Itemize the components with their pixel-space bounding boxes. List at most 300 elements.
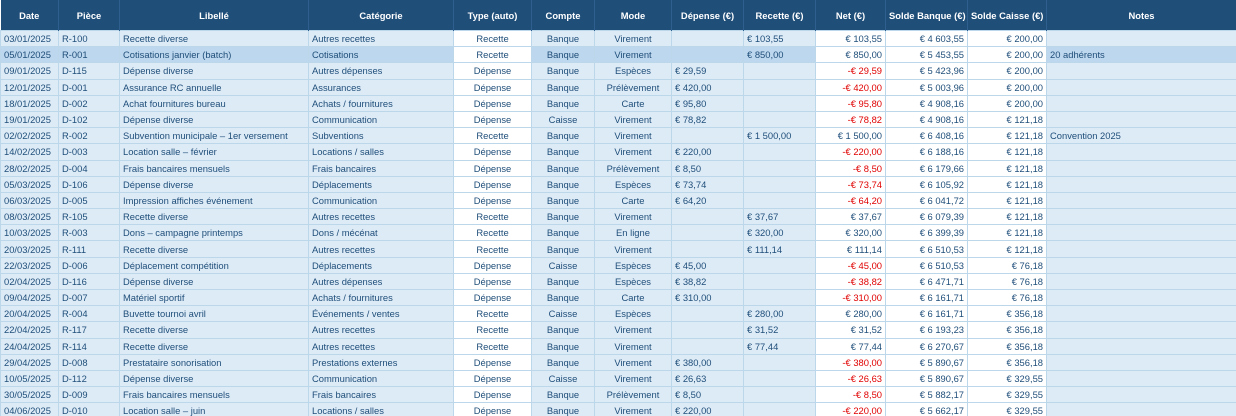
col-header-recette[interactable]: Recette (€) (744, 0, 816, 31)
cell-date[interactable]: 06/03/2025 (1, 192, 59, 208)
cell-type[interactable]: Dépense (454, 79, 532, 95)
cell-recette[interactable] (744, 387, 816, 403)
col-header-notes[interactable]: Notes (1047, 0, 1236, 31)
cell-solde-banque[interactable]: € 5 423,96 (886, 63, 968, 79)
cell-notes[interactable] (1047, 79, 1236, 95)
cell-type[interactable]: Dépense (454, 176, 532, 192)
col-header-categorie[interactable]: Catégorie (309, 0, 454, 31)
cell-date[interactable]: 05/01/2025 (1, 47, 59, 63)
cell-net[interactable]: -€ 8,50 (816, 160, 886, 176)
cell-mode[interactable]: Virement (595, 47, 672, 63)
cell-piece[interactable]: R-111 (59, 241, 120, 257)
cell-net[interactable]: -€ 220,00 (816, 403, 886, 416)
cell-net[interactable]: -€ 310,00 (816, 290, 886, 306)
cell-piece[interactable]: D-102 (59, 111, 120, 127)
col-header-date[interactable]: Date (1, 0, 59, 31)
cell-solde-caisse[interactable]: € 121,18 (968, 209, 1047, 225)
cell-depense[interactable]: € 380,00 (672, 354, 744, 370)
cell-depense[interactable]: € 8,50 (672, 160, 744, 176)
cell-compte[interactable]: Banque (532, 160, 595, 176)
cell-net[interactable]: € 320,00 (816, 225, 886, 241)
cell-net[interactable]: -€ 380,00 (816, 354, 886, 370)
table-row[interactable] (1, 128, 1236, 144)
table-row[interactable] (1, 79, 1236, 95)
cell-net[interactable]: € 37,67 (816, 209, 886, 225)
cell-recette[interactable]: € 850,00 (744, 47, 816, 63)
cell-piece[interactable]: D-112 (59, 370, 120, 386)
cell-libelle[interactable]: Assurance RC annuelle (120, 79, 309, 95)
cell-depense[interactable] (672, 225, 744, 241)
cell-compte[interactable]: Banque (532, 176, 595, 192)
cell-mode[interactable]: Virement (595, 241, 672, 257)
cell-piece[interactable]: D-116 (59, 273, 120, 289)
cell-piece[interactable]: D-002 (59, 95, 120, 111)
cell-notes[interactable] (1047, 192, 1236, 208)
cell-compte[interactable]: Banque (532, 241, 595, 257)
cell-solde-caisse[interactable]: € 121,18 (968, 176, 1047, 192)
cell-compte[interactable]: Caisse (532, 370, 595, 386)
cell-categorie[interactable]: Autres dépenses (309, 63, 454, 79)
cell-piece[interactable]: R-002 (59, 128, 120, 144)
cell-type[interactable]: Dépense (454, 257, 532, 273)
cell-type[interactable]: Dépense (454, 370, 532, 386)
cell-net[interactable]: -€ 38,82 (816, 273, 886, 289)
cell-libelle[interactable]: Buvette tournoi avril (120, 306, 309, 322)
cell-mode[interactable]: Prélèvement (595, 387, 672, 403)
cell-libelle[interactable]: Recette diverse (120, 31, 309, 47)
cell-compte[interactable]: Banque (532, 209, 595, 225)
col-header-type[interactable]: Type (auto) (454, 0, 532, 31)
cell-date[interactable]: 04/06/2025 (1, 403, 59, 416)
cell-libelle[interactable]: Dépense diverse (120, 63, 309, 79)
table-row[interactable] (1, 63, 1236, 79)
table-row[interactable] (1, 370, 1236, 386)
cell-compte[interactable]: Banque (532, 225, 595, 241)
cell-compte[interactable]: Banque (532, 128, 595, 144)
cell-solde-caisse[interactable]: € 121,18 (968, 111, 1047, 127)
cell-solde-caisse[interactable]: € 121,18 (968, 160, 1047, 176)
cell-recette[interactable] (744, 95, 816, 111)
cell-piece[interactable]: D-003 (59, 144, 120, 160)
cell-categorie[interactable]: Autres recettes (309, 241, 454, 257)
cell-piece[interactable]: D-106 (59, 176, 120, 192)
cell-date[interactable]: 28/02/2025 (1, 160, 59, 176)
cell-depense[interactable] (672, 209, 744, 225)
cell-libelle[interactable]: Impression affiches événement (120, 192, 309, 208)
cell-date[interactable]: 09/04/2025 (1, 290, 59, 306)
cell-net[interactable]: -€ 95,80 (816, 95, 886, 111)
cell-date[interactable]: 22/04/2025 (1, 322, 59, 338)
cell-notes[interactable] (1047, 273, 1236, 289)
cell-depense[interactable]: € 45,00 (672, 257, 744, 273)
cell-categorie[interactable]: Autres dépenses (309, 273, 454, 289)
cell-categorie[interactable]: Dons / mécénat (309, 225, 454, 241)
cell-libelle[interactable]: Recette diverse (120, 241, 309, 257)
cell-libelle[interactable]: Achat fournitures bureau (120, 95, 309, 111)
cell-mode[interactable]: Espèces (595, 257, 672, 273)
cell-libelle[interactable]: Location salle – février (120, 144, 309, 160)
cell-categorie[interactable]: Locations / salles (309, 144, 454, 160)
cell-date[interactable]: 12/01/2025 (1, 79, 59, 95)
cell-recette[interactable] (744, 176, 816, 192)
cell-depense[interactable]: € 220,00 (672, 144, 744, 160)
cell-piece[interactable]: R-117 (59, 322, 120, 338)
cell-mode[interactable]: Virement (595, 128, 672, 144)
cell-date[interactable]: 10/03/2025 (1, 225, 59, 241)
cell-categorie[interactable]: Autres recettes (309, 322, 454, 338)
cell-categorie[interactable]: Cotisations (309, 47, 454, 63)
cell-piece[interactable]: D-005 (59, 192, 120, 208)
cell-solde-caisse[interactable]: € 121,18 (968, 225, 1047, 241)
cell-solde-caisse[interactable]: € 356,18 (968, 354, 1047, 370)
cell-mode[interactable]: Virement (595, 403, 672, 416)
cell-mode[interactable]: Carte (595, 192, 672, 208)
cell-net[interactable]: € 280,00 (816, 306, 886, 322)
cell-date[interactable]: 02/02/2025 (1, 128, 59, 144)
cell-categorie[interactable]: Communication (309, 192, 454, 208)
cell-categorie[interactable]: Assurances (309, 79, 454, 95)
cell-mode[interactable]: Virement (595, 322, 672, 338)
cell-depense[interactable]: € 8,50 (672, 387, 744, 403)
cell-libelle[interactable]: Frais bancaires mensuels (120, 387, 309, 403)
cell-mode[interactable]: Virement (595, 144, 672, 160)
cell-notes[interactable] (1047, 257, 1236, 273)
cell-libelle[interactable]: Recette diverse (120, 338, 309, 354)
cell-date[interactable]: 14/02/2025 (1, 144, 59, 160)
cell-recette[interactable] (744, 144, 816, 160)
cell-notes[interactable] (1047, 31, 1236, 47)
cell-solde-caisse[interactable]: € 356,18 (968, 322, 1047, 338)
cell-notes[interactable] (1047, 63, 1236, 79)
cell-recette[interactable] (744, 403, 816, 416)
cell-net[interactable]: -€ 8,50 (816, 387, 886, 403)
cell-mode[interactable]: Carte (595, 95, 672, 111)
cell-type[interactable]: Dépense (454, 403, 532, 416)
cell-compte[interactable]: Banque (532, 192, 595, 208)
cell-solde-banque[interactable]: € 6 270,67 (886, 338, 968, 354)
cell-depense[interactable] (672, 306, 744, 322)
cell-compte[interactable]: Caisse (532, 257, 595, 273)
cell-date[interactable]: 29/04/2025 (1, 354, 59, 370)
cell-recette[interactable]: € 31,52 (744, 322, 816, 338)
cell-type[interactable]: Recette (454, 31, 532, 47)
cell-solde-caisse[interactable]: € 121,18 (968, 144, 1047, 160)
cell-notes[interactable] (1047, 176, 1236, 192)
cell-solde-caisse[interactable]: € 329,55 (968, 403, 1047, 416)
cell-solde-caisse[interactable]: € 200,00 (968, 63, 1047, 79)
cell-mode[interactable]: Virement (595, 111, 672, 127)
cell-date[interactable]: 18/01/2025 (1, 95, 59, 111)
cell-type[interactable]: Dépense (454, 354, 532, 370)
col-header-piece[interactable]: Pièce (59, 0, 120, 31)
cell-notes[interactable] (1047, 144, 1236, 160)
cell-solde-caisse[interactable]: € 121,18 (968, 192, 1047, 208)
cell-depense[interactable]: € 420,00 (672, 79, 744, 95)
cell-date[interactable]: 02/04/2025 (1, 273, 59, 289)
cell-net[interactable]: -€ 73,74 (816, 176, 886, 192)
table-row[interactable] (1, 192, 1236, 208)
cell-piece[interactable]: R-105 (59, 209, 120, 225)
cell-recette[interactable] (744, 111, 816, 127)
cell-recette[interactable] (744, 273, 816, 289)
cell-solde-caisse[interactable]: € 200,00 (968, 47, 1047, 63)
cell-libelle[interactable]: Recette diverse (120, 322, 309, 338)
cell-solde-caisse[interactable]: € 356,18 (968, 306, 1047, 322)
col-header-libelle[interactable]: Libellé (120, 0, 309, 31)
cell-date[interactable]: 20/04/2025 (1, 306, 59, 322)
cell-categorie[interactable]: Déplacements (309, 176, 454, 192)
cell-solde-banque[interactable]: € 6 105,92 (886, 176, 968, 192)
cell-compte[interactable]: Banque (532, 273, 595, 289)
cell-categorie[interactable]: Frais bancaires (309, 160, 454, 176)
cell-categorie[interactable]: Locations / salles (309, 403, 454, 416)
col-header-mode[interactable]: Mode (595, 0, 672, 31)
cell-depense[interactable]: € 310,00 (672, 290, 744, 306)
cell-mode[interactable]: Espèces (595, 306, 672, 322)
cell-compte[interactable]: Banque (532, 79, 595, 95)
cell-piece[interactable]: D-001 (59, 79, 120, 95)
cell-solde-banque[interactable]: € 5 453,55 (886, 47, 968, 63)
cell-categorie[interactable]: Achats / fournitures (309, 95, 454, 111)
col-header-net[interactable]: Net (€) (816, 0, 886, 31)
cell-solde-banque[interactable]: € 6 161,71 (886, 306, 968, 322)
cell-depense[interactable]: € 78,82 (672, 111, 744, 127)
cell-recette[interactable]: € 103,55 (744, 31, 816, 47)
table-row[interactable] (1, 338, 1236, 354)
cell-type[interactable]: Recette (454, 338, 532, 354)
cell-net[interactable]: -€ 420,00 (816, 79, 886, 95)
table-row[interactable] (1, 354, 1236, 370)
cell-compte[interactable]: Banque (532, 290, 595, 306)
cell-recette[interactable] (744, 257, 816, 273)
table-row[interactable] (1, 144, 1236, 160)
cell-mode[interactable]: Prélèvement (595, 160, 672, 176)
cell-piece[interactable]: D-006 (59, 257, 120, 273)
cell-compte[interactable]: Caisse (532, 306, 595, 322)
cell-libelle[interactable]: Dépense diverse (120, 370, 309, 386)
cell-type[interactable]: Dépense (454, 144, 532, 160)
cell-compte[interactable]: Banque (532, 387, 595, 403)
cell-libelle[interactable]: Cotisations janvier (batch) (120, 47, 309, 63)
cell-piece[interactable]: R-003 (59, 225, 120, 241)
cell-notes[interactable] (1047, 403, 1236, 416)
cell-categorie[interactable]: Subventions (309, 128, 454, 144)
cell-solde-banque[interactable]: € 6 179,66 (886, 160, 968, 176)
cell-net[interactable]: € 850,00 (816, 47, 886, 63)
cell-solde-caisse[interactable]: € 356,18 (968, 338, 1047, 354)
table-row[interactable] (1, 387, 1236, 403)
table-row[interactable] (1, 47, 1236, 63)
cell-depense[interactable]: € 38,82 (672, 273, 744, 289)
cell-solde-caisse[interactable]: € 76,18 (968, 290, 1047, 306)
cell-solde-caisse[interactable]: € 121,18 (968, 128, 1047, 144)
table-row[interactable] (1, 176, 1236, 192)
cell-net[interactable]: -€ 26,63 (816, 370, 886, 386)
cell-mode[interactable]: Virement (595, 370, 672, 386)
cell-libelle[interactable]: Frais bancaires mensuels (120, 160, 309, 176)
cell-libelle[interactable]: Déplacement compétition (120, 257, 309, 273)
cell-type[interactable]: Dépense (454, 290, 532, 306)
cell-type[interactable]: Dépense (454, 192, 532, 208)
cell-notes[interactable] (1047, 322, 1236, 338)
cell-depense[interactable] (672, 31, 744, 47)
cell-categorie[interactable]: Frais bancaires (309, 387, 454, 403)
cell-solde-banque[interactable]: € 6 193,23 (886, 322, 968, 338)
table-row[interactable] (1, 31, 1236, 47)
cell-solde-caisse[interactable]: € 329,55 (968, 370, 1047, 386)
cell-mode[interactable]: Prélèvement (595, 79, 672, 95)
cell-mode[interactable]: Virement (595, 209, 672, 225)
cell-date[interactable]: 03/01/2025 (1, 31, 59, 47)
cell-categorie[interactable]: Communication (309, 111, 454, 127)
cell-type[interactable]: Recette (454, 241, 532, 257)
cell-recette[interactable]: € 1 500,00 (744, 128, 816, 144)
cell-net[interactable]: € 77,44 (816, 338, 886, 354)
cell-type[interactable]: Dépense (454, 387, 532, 403)
table-row[interactable] (1, 160, 1236, 176)
cell-net[interactable]: -€ 64,20 (816, 192, 886, 208)
cell-date[interactable]: 08/03/2025 (1, 209, 59, 225)
table-row[interactable] (1, 111, 1236, 127)
cell-notes[interactable] (1047, 111, 1236, 127)
cell-solde-banque[interactable]: € 5 890,67 (886, 354, 968, 370)
cell-solde-banque[interactable]: € 6 471,71 (886, 273, 968, 289)
cell-recette[interactable] (744, 63, 816, 79)
cell-depense[interactable]: € 220,00 (672, 403, 744, 416)
cell-mode[interactable]: Virement (595, 338, 672, 354)
cell-date[interactable]: 30/05/2025 (1, 387, 59, 403)
cell-depense[interactable]: € 26,63 (672, 370, 744, 386)
cell-solde-banque[interactable]: € 6 399,39 (886, 225, 968, 241)
cell-solde-banque[interactable]: € 6 161,71 (886, 290, 968, 306)
cell-type[interactable]: Dépense (454, 111, 532, 127)
table-row[interactable] (1, 322, 1236, 338)
cell-solde-banque[interactable]: € 5 882,17 (886, 387, 968, 403)
table-row[interactable] (1, 257, 1236, 273)
cell-categorie[interactable]: Événements / ventes (309, 306, 454, 322)
cell-piece[interactable]: R-100 (59, 31, 120, 47)
cell-type[interactable]: Recette (454, 322, 532, 338)
cell-net[interactable]: € 1 500,00 (816, 128, 886, 144)
cell-categorie[interactable]: Autres recettes (309, 31, 454, 47)
cell-mode[interactable]: Espèces (595, 63, 672, 79)
cell-date[interactable]: 10/05/2025 (1, 370, 59, 386)
cell-compte[interactable]: Banque (532, 31, 595, 47)
cell-depense[interactable] (672, 241, 744, 257)
cell-notes[interactable]: Convention 2025 (1047, 128, 1236, 144)
cell-libelle[interactable]: Recette diverse (120, 209, 309, 225)
cell-solde-caisse[interactable]: € 329,55 (968, 387, 1047, 403)
cell-libelle[interactable]: Prestataire sonorisation (120, 354, 309, 370)
cell-mode[interactable]: Virement (595, 31, 672, 47)
cell-solde-caisse[interactable]: € 76,18 (968, 273, 1047, 289)
table-row[interactable] (1, 403, 1236, 416)
cell-libelle[interactable]: Location salle – juin (120, 403, 309, 416)
cell-piece[interactable]: R-114 (59, 338, 120, 354)
cell-recette[interactable] (744, 79, 816, 95)
cell-recette[interactable] (744, 370, 816, 386)
cell-compte[interactable]: Banque (532, 338, 595, 354)
cell-recette[interactable] (744, 354, 816, 370)
cell-type[interactable]: Recette (454, 225, 532, 241)
cell-piece[interactable]: D-008 (59, 354, 120, 370)
cell-compte[interactable]: Banque (532, 403, 595, 416)
cell-categorie[interactable]: Prestations externes (309, 354, 454, 370)
cell-date[interactable]: 24/04/2025 (1, 338, 59, 354)
cell-date[interactable]: 20/03/2025 (1, 241, 59, 257)
cell-depense[interactable] (672, 338, 744, 354)
cell-net[interactable]: -€ 78,82 (816, 111, 886, 127)
cell-piece[interactable]: R-004 (59, 306, 120, 322)
cell-compte[interactable]: Caisse (532, 111, 595, 127)
cell-mode[interactable]: Virement (595, 354, 672, 370)
cell-solde-banque[interactable]: € 4 908,16 (886, 111, 968, 127)
cell-solde-banque[interactable]: € 5 662,17 (886, 403, 968, 416)
cell-mode[interactable]: En ligne (595, 225, 672, 241)
cell-date[interactable]: 19/01/2025 (1, 111, 59, 127)
cell-solde-caisse[interactable]: € 200,00 (968, 79, 1047, 95)
cell-notes[interactable] (1047, 160, 1236, 176)
cell-solde-caisse[interactable]: € 121,18 (968, 241, 1047, 257)
cell-depense[interactable]: € 95,80 (672, 95, 744, 111)
cell-solde-banque[interactable]: € 6 408,16 (886, 128, 968, 144)
cell-depense[interactable]: € 64,20 (672, 192, 744, 208)
cell-compte[interactable]: Banque (532, 47, 595, 63)
table-row[interactable] (1, 95, 1236, 111)
cell-libelle[interactable]: Matériel sportif (120, 290, 309, 306)
table-row[interactable] (1, 290, 1236, 306)
cell-compte[interactable]: Banque (532, 354, 595, 370)
cell-type[interactable]: Recette (454, 47, 532, 63)
cell-solde-banque[interactable]: € 4 603,55 (886, 31, 968, 47)
cell-piece[interactable]: R-001 (59, 47, 120, 63)
cell-libelle[interactable]: Dépense diverse (120, 176, 309, 192)
col-header-compte[interactable]: Compte (532, 0, 595, 31)
cell-type[interactable]: Dépense (454, 160, 532, 176)
cell-piece[interactable]: D-007 (59, 290, 120, 306)
cell-date[interactable]: 22/03/2025 (1, 257, 59, 273)
cell-libelle[interactable]: Dons – campagne printemps (120, 225, 309, 241)
cell-recette[interactable]: € 77,44 (744, 338, 816, 354)
cell-solde-caisse[interactable]: € 200,00 (968, 95, 1047, 111)
cell-notes[interactable] (1047, 209, 1236, 225)
cell-solde-banque[interactable]: € 5 003,96 (886, 79, 968, 95)
cell-type[interactable]: Recette (454, 209, 532, 225)
cell-type[interactable]: Recette (454, 128, 532, 144)
cell-mode[interactable]: Carte (595, 290, 672, 306)
cell-recette[interactable]: € 111,14 (744, 241, 816, 257)
cell-depense[interactable] (672, 128, 744, 144)
cell-solde-caisse[interactable]: € 76,18 (968, 257, 1047, 273)
cell-solde-banque[interactable]: € 6 188,16 (886, 144, 968, 160)
cell-notes[interactable] (1047, 290, 1236, 306)
cell-categorie[interactable]: Achats / fournitures (309, 290, 454, 306)
cell-depense[interactable]: € 73,74 (672, 176, 744, 192)
cell-compte[interactable]: Banque (532, 95, 595, 111)
col-header-depense[interactable]: Dépense (€) (672, 0, 744, 31)
cell-net[interactable]: -€ 45,00 (816, 257, 886, 273)
cell-type[interactable]: Recette (454, 306, 532, 322)
cell-recette[interactable] (744, 192, 816, 208)
cell-type[interactable]: Dépense (454, 63, 532, 79)
cell-notes[interactable] (1047, 387, 1236, 403)
col-header-solde-banque[interactable]: Solde Banque (€) (886, 0, 968, 31)
cell-net[interactable]: € 31,52 (816, 322, 886, 338)
cell-notes[interactable] (1047, 241, 1236, 257)
cell-mode[interactable]: Espèces (595, 176, 672, 192)
cell-recette[interactable] (744, 290, 816, 306)
cell-libelle[interactable]: Dépense diverse (120, 111, 309, 127)
